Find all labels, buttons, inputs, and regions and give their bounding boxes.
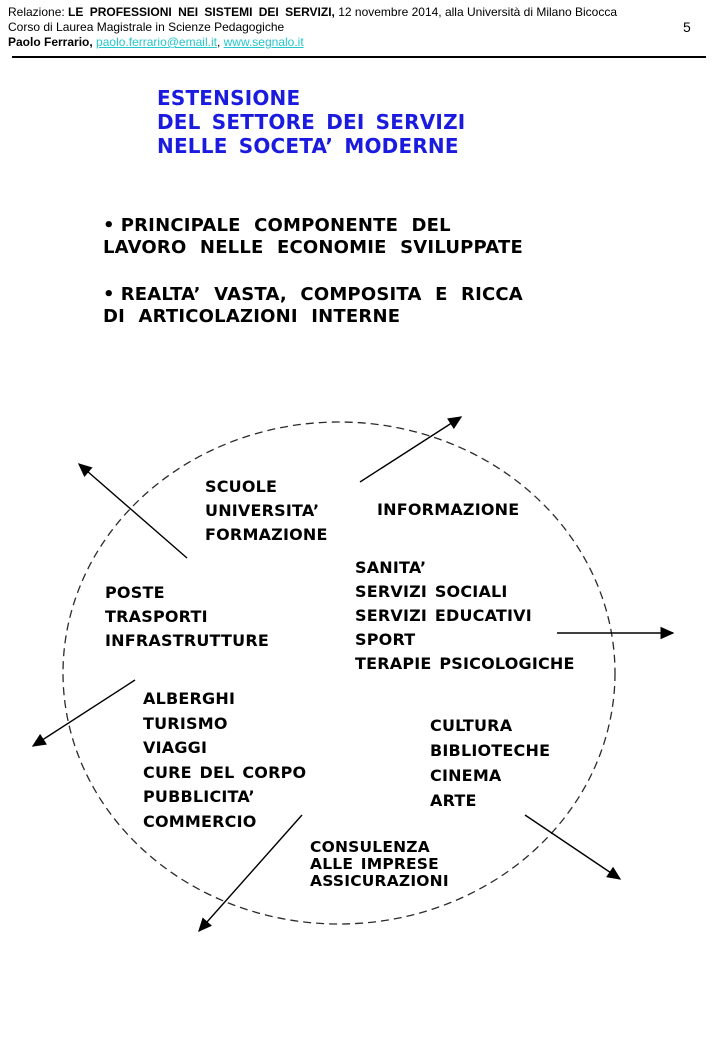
service-label: POSTE [105,583,165,602]
service-label: SERVIZI EDUCATIVI [355,606,532,625]
service-label: ALBERGHI [143,689,236,708]
header-lecture-title: LE PROFESSIONI NEI SISTEMI DEI SERVIZI, [68,5,335,19]
bullet-marker: • [103,215,115,236]
service-group-cultura [430,713,550,813]
service-label: CURE DEL CORPO [143,762,307,782]
service-label: TRASPORTI [105,607,208,626]
service-group-poste [105,581,269,653]
arrow-upper-left-icon [79,464,187,558]
service-label: CINEMA [430,766,502,785]
service-label: ASSICURAZIONI [310,872,449,890]
service-label: PUBBLICITA’ [143,787,255,806]
page-number: 5 [683,19,691,35]
slide-title-line: DEL SETTORE DEI SERVIZI [157,110,466,134]
service-label: BIBLIOTECHE [430,741,551,760]
service-group-alberghi [143,687,306,834]
service-group-consulenza [310,839,449,890]
service-label: SERVIZI SOCIALI [355,582,508,601]
service-group-sanita [355,556,575,676]
service-label: FORMAZIONE [205,525,328,544]
bullet-marker: • [103,284,115,305]
slide-title-line: NELLE SOCETA’ MODERNE [157,134,459,158]
service-label: VIAGGI [143,738,208,757]
service-label: TURISMO [143,713,228,733]
arrow-upper-right-icon [360,417,461,482]
service-label: SANITA’ [355,558,427,577]
service-label: CULTURA [430,716,513,735]
bullet-text: LAVORO NELLE ECONOMIE SVILUPPATE [103,236,524,258]
service-label: UNIVERSITA’ [205,501,320,520]
bullet-text: PRINCIPALE COMPONENTE DEL [120,215,451,236]
header-relazione-label: Relazione: [8,5,65,19]
author-name: Paolo Ferrario, [8,35,93,49]
bullet-text: REALTA’ VASTA, COMPOSITA E RICCA [120,284,523,305]
slide-title-line: ESTENSIONE [157,86,301,110]
header-date-venue: 12 novembre 2014, alla Università di Milano Bicocca [338,5,618,19]
service-label: COMMERCIO [143,811,257,831]
service-label: ARTE [430,791,477,810]
arrow-lower-right-icon [525,815,620,879]
bullet-text: DI ARTICOLAZIONI INTERNE [103,305,401,327]
service-label: INFRASTRUTTURE [105,631,269,650]
service-label: SPORT [355,630,416,649]
email-link[interactable]: paolo.ferrario@email.it [96,35,217,49]
service-label: SCUOLE [205,477,278,496]
header-line-2: Corso di Laurea Magistrale in Scienze Pedagogiche [8,20,285,34]
website-link[interactable]: www.segnalo.it [223,35,304,49]
arrow-left-icon [33,680,135,746]
service-group-informazione [377,498,519,522]
service-label: CONSULENZA [310,838,430,856]
service-group-scuole [205,475,328,547]
service-label: TERAPIE PSICOLOGICHE [355,654,575,673]
link-separator: , [216,35,221,49]
service-label: ALLE IMPRESE [310,855,439,873]
service-label: INFORMAZIONE [377,500,520,519]
